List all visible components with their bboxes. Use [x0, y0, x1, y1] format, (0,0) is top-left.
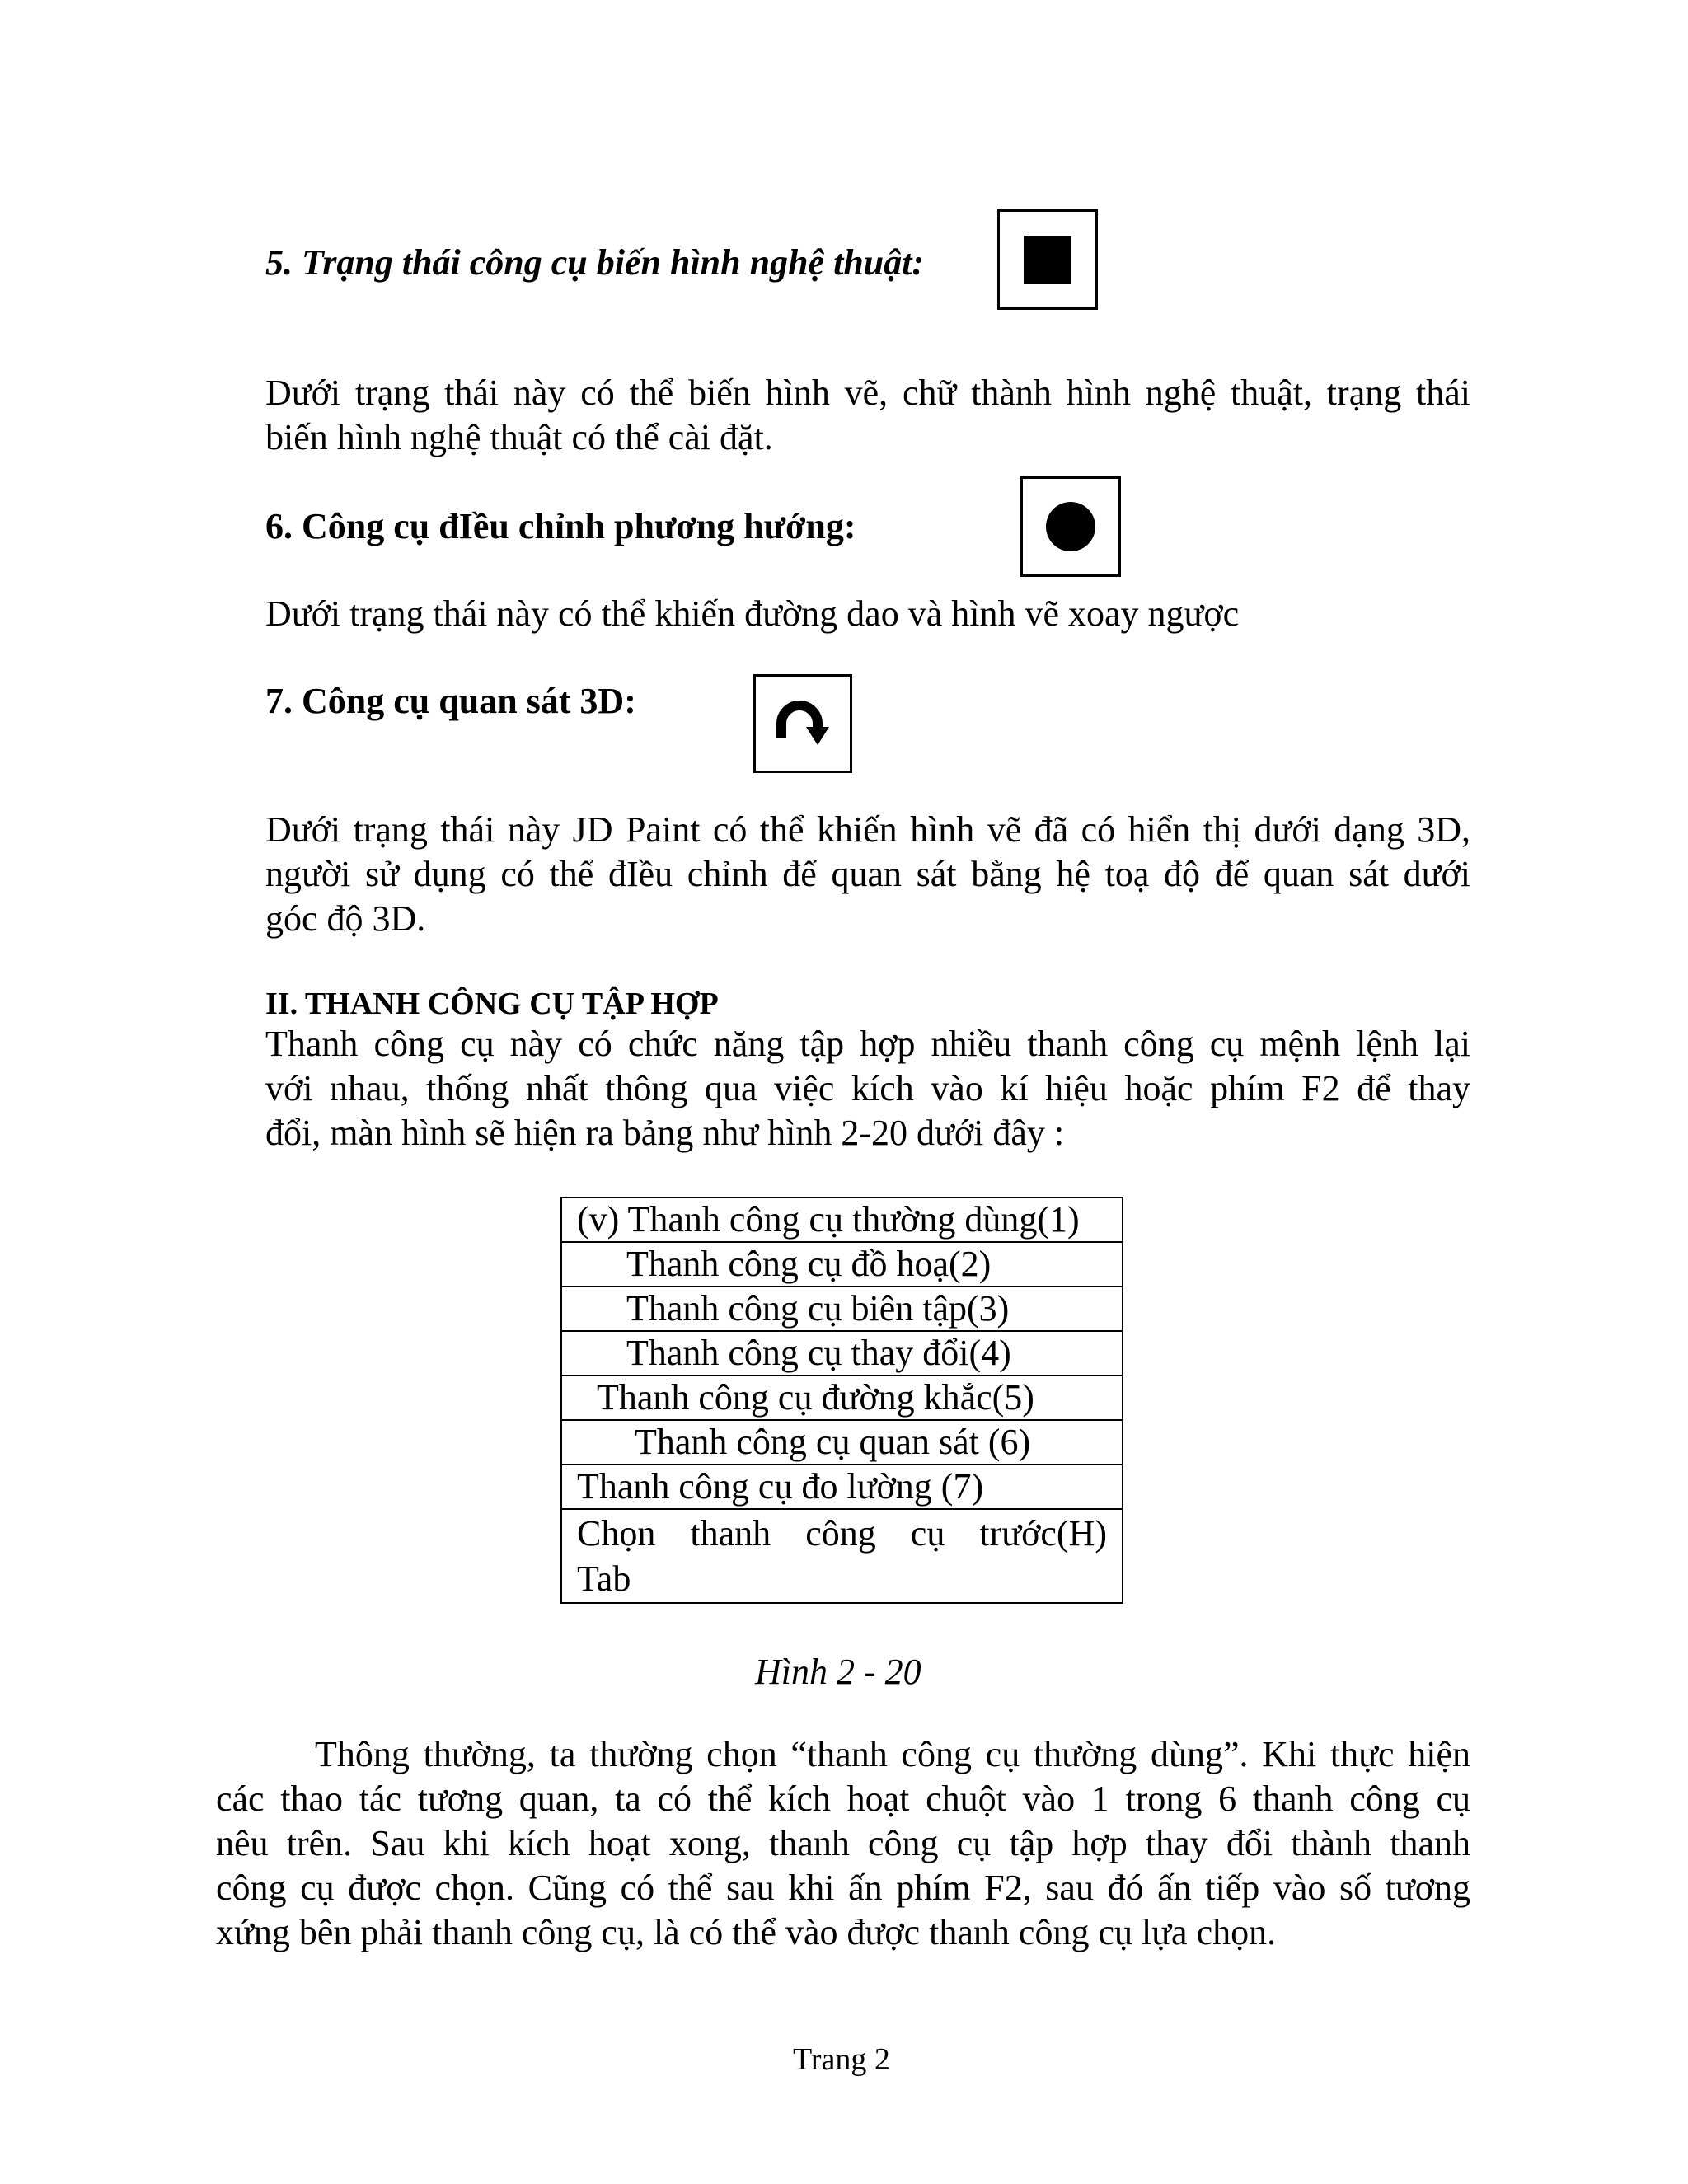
- section-7-heading: 7. Công cụ quan sát 3D:: [265, 681, 636, 721]
- toolbar-menu-table: [560, 1197, 1123, 1604]
- menu-item-graphics-toolbar[interactable]: Thanh công cụ đồ hoạ(2): [561, 1242, 1123, 1286]
- filled-square-icon: [1024, 236, 1071, 284]
- body-line: công cụ được chọn. Cũng có thể sau khi ấn phím F2, sau đó ấn tiếp vào số tương: [216, 1868, 1470, 1908]
- body-line: người sử dụng có thể đIều chỉnh để quan sát bằng hệ toạ độ để quan sát dưới: [265, 854, 1470, 894]
- menu-item-previous-toolbar[interactable]: [561, 1509, 1123, 1603]
- menu-item-view-toolbar[interactable]: Thanh công cụ quan sát (6): [561, 1420, 1123, 1465]
- body-line: Dưới trạng thái này có thể biến hình vẽ, chữ thành hình nghệ thuật, trạng thái: [265, 373, 1470, 413]
- body-line: Thanh công cụ này có chức năng tập hợp nhiều thanh công cụ mệnh lệnh lại: [265, 1024, 1470, 1064]
- section-7-body: [265, 808, 1470, 941]
- body-line: Dưới trạng thái này JD Paint có thể khiến hình vẽ đã có hiển thị dưới dạng 3D,: [265, 809, 1470, 850]
- menu-item-measure-toolbar[interactable]: Thanh công cụ đo lường (7): [561, 1465, 1123, 1509]
- body-line: xứng bên phải thanh công cụ, là có thể vào được thanh công cụ lựa chọn.: [216, 1912, 1277, 1952]
- section-5-heading: 5. Trạng thái công cụ biến hình nghệ thuật:: [265, 242, 925, 283]
- body-line: biến hình nghệ thuật có thể cài đặt.: [265, 417, 773, 457]
- section-6-body: [265, 592, 1470, 636]
- filled-circle-icon: [1046, 502, 1095, 551]
- body-line: nêu trên. Sau khi kích hoạt xong, thanh công cụ tập hợp thay đổi thành thanh: [216, 1823, 1470, 1863]
- menu-item-engrave-toolbar[interactable]: Thanh công cụ đường khắc(5): [561, 1376, 1123, 1420]
- body-line: Dưới trạng thái này có thể khiến đường dao và hình vẽ xoay ngược: [265, 593, 1240, 634]
- body-line: đổi, màn hình sẽ hiện ra bảng như hình 2-20 dưới đây :: [265, 1113, 1065, 1153]
- body-line: với nhau, thống nhất thông qua việc kích vào kí hiệu hoặc phím F2 để thay: [265, 1068, 1470, 1108]
- body-line: góc độ 3D.: [265, 898, 426, 939]
- menu-item-edit-toolbar[interactable]: Thanh công cụ biên tập(3): [561, 1286, 1123, 1331]
- figure-caption: Hình 2 - 20: [755, 1652, 921, 1692]
- section-2-title: II. THANH CÔNG CỤ TẬP HỢP: [265, 987, 719, 1021]
- direction-tool-button[interactable]: [1020, 476, 1121, 577]
- section-5-body: [265, 371, 1470, 460]
- body-line: các thao tác tương quan, ta có thể kích hoạt chuột vào 1 trong 6 thanh công cụ: [216, 1779, 1470, 1819]
- closing-paragraph: [216, 1732, 1470, 1955]
- menu-item-shortcut: Tab: [577, 1558, 631, 1599]
- menu-item-transform-toolbar[interactable]: Thanh công cụ thay đổi(4): [561, 1331, 1123, 1376]
- 3d-view-tool-button[interactable]: [753, 674, 852, 773]
- art-transform-tool-button[interactable]: [997, 209, 1098, 310]
- rotate-arrow-icon: [770, 691, 836, 757]
- toolbar-menu-figure: [560, 1197, 1123, 1604]
- menu-item-common-toolbar[interactable]: (v) Thanh công cụ thường dùng(1): [561, 1197, 1123, 1242]
- section-2-body: [265, 1022, 1470, 1155]
- section-6-heading: 6. Công cụ đIều chỉnh phương hướng:: [265, 506, 856, 546]
- body-line: Thông thường, ta thường chọn “thanh công cụ thường dùng”. Khi thực hiện: [315, 1734, 1470, 1774]
- page-number: Trang 2: [793, 2042, 890, 2077]
- menu-item-label: Chọn thanh công cụ trước(H): [577, 1513, 1107, 1554]
